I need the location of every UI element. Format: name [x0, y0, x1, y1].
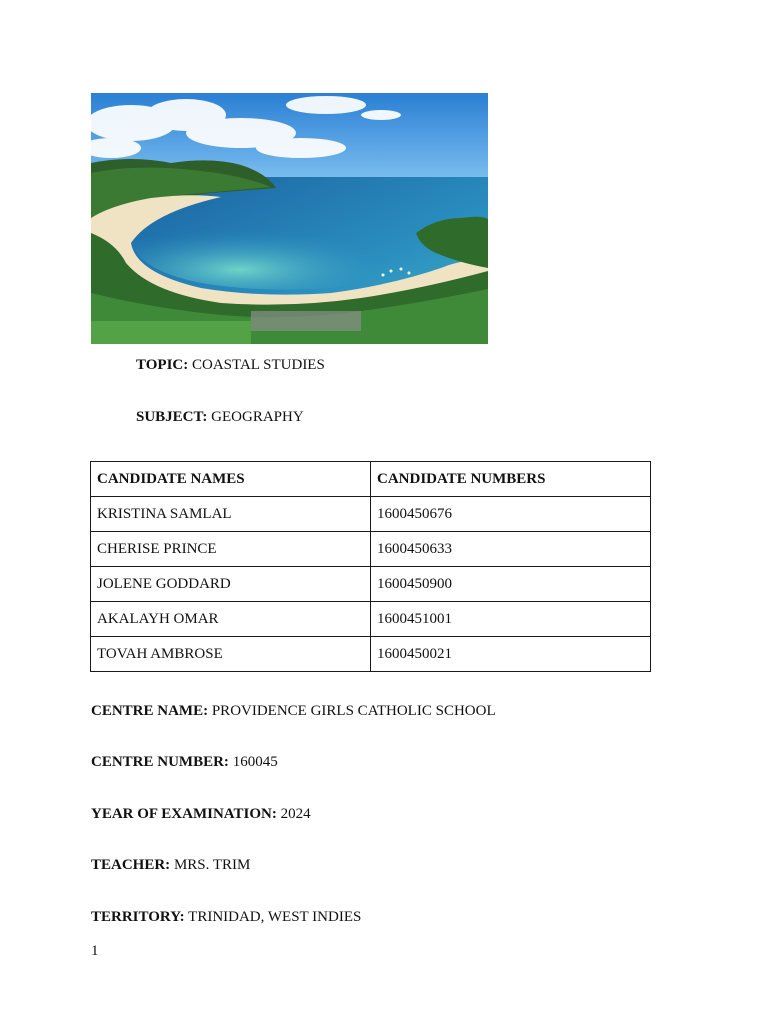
teacher-line: [91, 857, 250, 874]
territory-value: TRINIDAD, WEST INDIES: [188, 909, 362, 925]
candidate-number: 1600450900: [371, 567, 651, 602]
subject-label: SUBJECT:: [136, 409, 208, 425]
coastal-bay-photo: [91, 93, 488, 344]
topic-label: TOPIC:: [136, 357, 189, 373]
column-header-names: CANDIDATE NAMES: [91, 462, 371, 497]
column-header-numbers: CANDIDATE NUMBERS: [371, 462, 651, 497]
candidate-name: AKALAYH OMAR: [91, 602, 371, 637]
page-number: 1: [91, 943, 99, 959]
centre-name-line: [91, 703, 496, 720]
table-row: [91, 497, 651, 532]
centre-name-label: CENTRE NAME:: [91, 703, 209, 719]
year-label: YEAR OF EXAMINATION:: [91, 806, 277, 822]
table-header-row: [91, 462, 651, 497]
candidate-name: CHERISE PRINCE: [91, 532, 371, 567]
candidate-number: 1600450633: [371, 532, 651, 567]
centre-number-line: [91, 754, 278, 771]
table-row: [91, 532, 651, 567]
candidate-number: 1600450676: [371, 497, 651, 532]
candidate-number: 1600450021: [371, 637, 651, 672]
table-row: [91, 602, 651, 637]
centre-number-value: 160045: [232, 754, 278, 770]
candidates-table: [90, 461, 651, 672]
teacher-label: TEACHER:: [91, 857, 171, 873]
candidate-number: 1600451001: [371, 602, 651, 637]
candidate-name: KRISTINA SAMLAL: [91, 497, 371, 532]
table-row: [91, 567, 651, 602]
subject-value: GEOGRAPHY: [211, 409, 304, 425]
subject-line: [136, 409, 304, 426]
candidate-name: JOLENE GODDARD: [91, 567, 371, 602]
year-value: 2024: [280, 806, 311, 822]
territory-line: [91, 909, 361, 926]
table-row: [91, 637, 651, 672]
candidate-name: TOVAH AMBROSE: [91, 637, 371, 672]
topic-line: [136, 357, 325, 374]
teacher-value: MRS. TRIM: [173, 857, 251, 873]
centre-number-label: CENTRE NUMBER:: [91, 754, 229, 770]
centre-name-value: PROVIDENCE GIRLS CATHOLIC SCHOOL: [211, 703, 496, 719]
territory-label: TERRITORY:: [91, 909, 185, 925]
year-line: [91, 806, 311, 823]
topic-value: COASTAL STUDIES: [191, 357, 325, 373]
